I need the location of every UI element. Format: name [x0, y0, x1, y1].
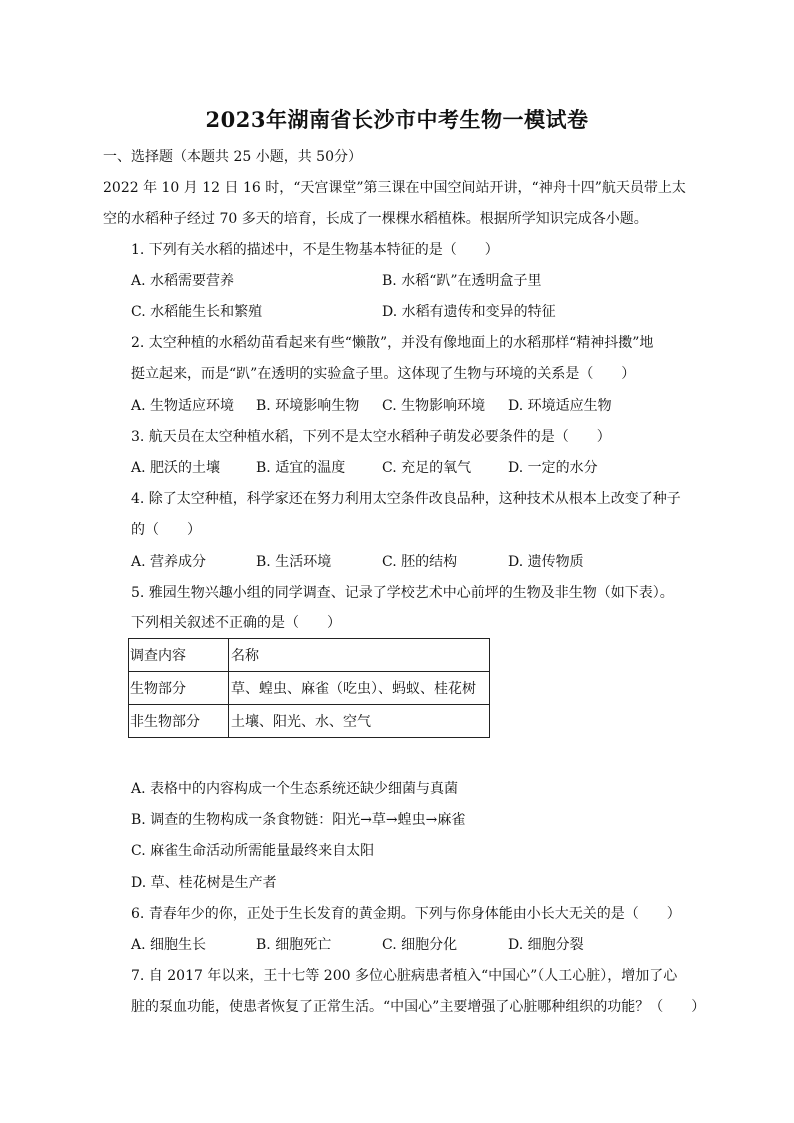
- question-4-stem-line-1: 4. 除了太空种植，科学家还在努力利用太空条件改良品种，这种技术从根本上改变了种子: [131, 491, 681, 507]
- question-5-stem-line-2: 下列相关叙述不正确的是（ ）: [131, 615, 341, 631]
- question-3-stem: 3. 航天员在太空种植水稻，下列不是太空水稻种子萌发必要条件的是（ ）: [131, 429, 611, 445]
- question-5-stem-line-1: 5. 雅园生物兴趣小组的同学调查、记录了学校艺术中心前坪的生物及非生物（如下表）。: [131, 585, 674, 601]
- question-7-stem-line-2: 脏的泵血功能，使患者恢复了正常生活。“中国心”主要增强了心脏哪种组织的功能？（ ）: [131, 999, 706, 1015]
- table-row: [129, 672, 490, 705]
- question-3-option-c: C. 充足的氧气: [382, 460, 472, 476]
- intro-line-1: 2022 年 10 月 12 日 16 时，“天宫课堂”第三课在中国空间站开讲，“神舟十四”航天员带上太: [103, 180, 686, 196]
- question-4-option-a: A. 营养成分: [131, 554, 207, 570]
- question-2-option-b: B. 环境影响生物: [256, 398, 360, 414]
- question-4-option-b: B. 生活环境: [256, 554, 332, 570]
- question-1-option-b: B. 水稻“趴”在透明盒子里: [382, 273, 542, 289]
- question-6-option-b: B. 细胞死亡: [256, 937, 332, 953]
- question-5-option-c: C. 麻雀生命活动所需能量最终来自太阳: [131, 843, 375, 859]
- question-3-option-a: A. 肥沃的土壤: [131, 460, 221, 476]
- question-1-option-a: A. 水稻需要营养: [131, 273, 235, 289]
- table-cell: 非生物部分: [129, 705, 229, 738]
- question-1-option-d: D. 水稻有遗传和变异的特征: [382, 304, 556, 320]
- question-2-option-a: A. 生物适应环境: [131, 398, 235, 414]
- question-1-stem: 1. 下列有关水稻的描述中，不是生物基本特征的是（ ）: [131, 242, 499, 258]
- table-header-cell: 名称: [229, 639, 490, 672]
- question-4-option-c: C. 胚的结构: [382, 554, 458, 570]
- question-6-option-a: A. 细胞生长: [131, 937, 207, 953]
- question-5-option-d: D. 草、桂花树是生产者: [131, 875, 277, 891]
- question-4-option-d: D. 遗传物质: [508, 554, 584, 570]
- table-row: [129, 705, 490, 738]
- question-6-stem: 6. 青春年少的你，正处于生长发育的黄金期。下列与你身体能由小长大无关的是（ ）: [131, 906, 681, 922]
- question-7-stem-line-1: 7. 自 2017 年以来，王十七等 200 多位心脏病患者植入“中国心”（人工心脏），增加了心: [131, 968, 678, 984]
- question-5-option-a: A. 表格中的内容构成一个生态系统还缺少细菌与真菌: [131, 781, 459, 797]
- question-6-option-d: D. 细胞分裂: [508, 937, 584, 953]
- table-cell: 生物部分: [129, 672, 229, 705]
- question-6-option-c: C. 细胞分化: [382, 937, 458, 953]
- question-3-option-b: B. 适宜的温度: [256, 460, 346, 476]
- question-2-option-d: D. 环境适应生物: [508, 398, 612, 414]
- question-4-stem-line-2: 的（ ）: [131, 522, 201, 538]
- question-2-stem-line-2: 挺立起来，而是“趴”在透明的实验盒子里。这体现了生物与环境的关系是（ ）: [131, 366, 636, 382]
- table-header-row: [129, 639, 490, 672]
- intro-line-2: 空的水稻种子经过 70 多天的培育，长成了一棵棵水稻植株。根据所学知识完成各小题。: [103, 211, 648, 227]
- question-2-option-c: C. 生物影响环境: [382, 398, 486, 414]
- section-heading: 一、选择题（本题共 25 小题，共 50分）: [103, 149, 362, 165]
- question-5-option-b: B. 调查的生物构成一条食物链：阳光→草→蝗虫→麻雀: [131, 812, 466, 828]
- table-header-cell: 调查内容: [129, 639, 229, 672]
- question-3-option-d: D. 一定的水分: [508, 460, 598, 476]
- question-2-stem-line-1: 2. 太空种植的水稻幼苗看起来有些“懒散”，并没有像地面上的水稻那样“精神抖擞”地: [131, 335, 654, 351]
- question-1-option-c: C. 水稻能生长和繁殖: [131, 304, 263, 320]
- table-cell: 土壤、阳光、水、空气: [229, 705, 490, 738]
- page-title: 2023年湖南省长沙市中考生物一模试卷: [205, 107, 589, 132]
- survey-table: [128, 638, 490, 738]
- table-cell: 草、蝗虫、麻雀（吃虫）、蚂蚁、桂花树: [229, 672, 490, 705]
